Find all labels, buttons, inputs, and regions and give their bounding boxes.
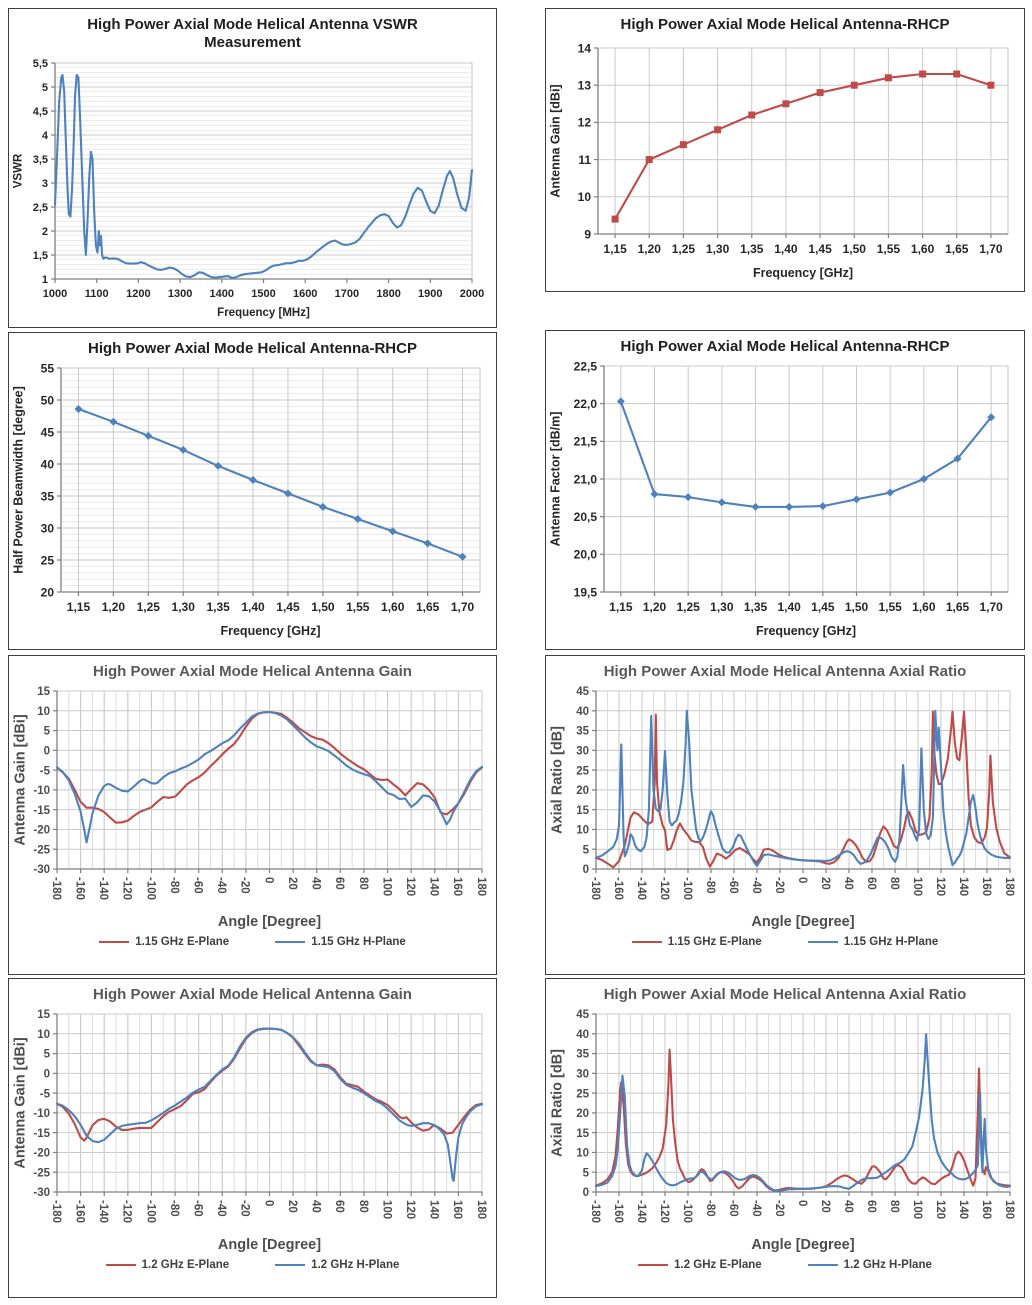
legend-label: 1.2 GHz H-Plane: [843, 1259, 932, 1272]
svg-text:-100: -100: [144, 877, 157, 901]
svg-text:60: 60: [864, 1200, 877, 1214]
svg-text:40: 40: [841, 1200, 854, 1214]
e-plane-line-swatch: [106, 1264, 136, 1266]
svg-text:-120: -120: [657, 877, 670, 901]
svg-text:25: 25: [576, 765, 589, 778]
svg-text:1,45: 1,45: [811, 600, 835, 615]
svg-text:Frequency [GHz]: Frequency [GHz]: [755, 624, 857, 639]
chart-panel-beamwidth: [8, 332, 497, 650]
svg-text:120: 120: [404, 877, 416, 897]
svg-text:1,35: 1,35: [206, 600, 230, 615]
svg-text:80: 80: [887, 1200, 900, 1214]
svg-text:-80: -80: [167, 1200, 180, 1217]
svg-text:1,50: 1,50: [311, 600, 335, 615]
svg-text:-100: -100: [144, 1200, 157, 1224]
svg-text:10: 10: [37, 706, 50, 719]
svg-text:1,45: 1,45: [808, 242, 832, 257]
legend-label: 1.15 GHz H-Plane: [311, 936, 406, 949]
svg-text:-20: -20: [772, 1200, 785, 1217]
svg-text:40: 40: [40, 457, 54, 472]
svg-text:1,65: 1,65: [945, 600, 970, 615]
svg-text:21,5: 21,5: [573, 434, 597, 449]
svg-text:55: 55: [40, 361, 54, 376]
svg-text:14: 14: [577, 41, 591, 56]
svg-text:1,25: 1,25: [671, 242, 696, 257]
svg-text:100: 100: [380, 877, 393, 897]
svg-text:-20: -20: [33, 1147, 50, 1160]
svg-text:Antenna Gain [dBi]: Antenna Gain [dBi]: [12, 1037, 29, 1169]
svg-text:1,5: 1,5: [32, 249, 48, 262]
svg-text:0: 0: [262, 877, 275, 884]
gain-pattern-1-15ghz-chart: [9, 683, 496, 933]
svg-text:0: 0: [795, 877, 808, 884]
svg-text:-5: -5: [39, 765, 50, 778]
svg-text:1400: 1400: [209, 287, 235, 300]
svg-text:-80: -80: [703, 1200, 716, 1217]
chart-title: High Power Axial Mode Helical Antenna-RHCP: [620, 338, 950, 355]
svg-text:1,65: 1,65: [415, 600, 440, 615]
chart-panel-vswr: [8, 8, 497, 328]
legend-item-h-plane: [808, 936, 939, 948]
legend-item-e-plane: [99, 936, 229, 948]
svg-text:1,30: 1,30: [171, 600, 195, 615]
svg-text:20: 20: [576, 785, 589, 798]
svg-text:180: 180: [474, 877, 487, 897]
svg-text:Angle [Degree]: Angle [Degree]: [751, 1237, 855, 1254]
svg-text:1,15: 1,15: [603, 242, 627, 257]
legend-label: 1.2 GHz E-Plane: [141, 1259, 230, 1272]
chart-panel-axial-ratio-1-15ghz: [545, 655, 1025, 975]
svg-text:-60: -60: [191, 1200, 204, 1217]
svg-text:40: 40: [309, 877, 322, 891]
svg-text:Axial Ratio [dB]: Axial Ratio [dB]: [549, 726, 566, 835]
svg-text:1,45: 1,45: [276, 600, 300, 615]
svg-text:35: 35: [576, 1048, 589, 1061]
svg-text:-40: -40: [215, 1200, 228, 1217]
svg-text:-180: -180: [49, 1200, 62, 1224]
svg-text:-180: -180: [588, 877, 601, 901]
svg-text:-60: -60: [191, 877, 204, 894]
svg-text:-60: -60: [726, 877, 739, 894]
svg-text:30: 30: [40, 521, 54, 536]
svg-text:-140: -140: [97, 1200, 110, 1224]
svg-text:1,60: 1,60: [381, 600, 405, 615]
svg-text:80: 80: [356, 877, 369, 891]
svg-text:-10: -10: [33, 785, 50, 798]
svg-text:1,40: 1,40: [774, 242, 798, 257]
svg-text:140: 140: [427, 1200, 440, 1220]
svg-text:-160: -160: [611, 877, 624, 901]
e-plane-line-swatch: [99, 941, 129, 943]
gain-pattern-1-2ghz-chart: [9, 1006, 496, 1256]
svg-text:1,20: 1,20: [101, 600, 126, 615]
svg-text:Antenna Factor [dB/m]: Antenna Factor [dB/m]: [548, 411, 563, 547]
svg-text:13: 13: [577, 78, 591, 93]
axial-ratio-1-2ghz-chart: [546, 1006, 1024, 1256]
legend-item-h-plane: [808, 1259, 932, 1271]
e-plane-line-swatch: [632, 941, 662, 943]
legend-label: 1.2 GHz E-Plane: [674, 1259, 762, 1272]
svg-text:1,70: 1,70: [979, 600, 1003, 615]
chart-title: High Power Axial Mode Helical Antenna-RHCP: [88, 340, 417, 357]
svg-text:140: 140: [956, 877, 969, 897]
svg-text:50: 50: [40, 393, 54, 408]
svg-text:160: 160: [451, 877, 464, 897]
svg-text:1: 1: [41, 273, 48, 286]
svg-text:15: 15: [576, 805, 589, 818]
svg-text:-30: -30: [33, 1187, 50, 1200]
chart-title: High Power Axial Mode Helical Antenna VSWR Measurement: [87, 16, 418, 52]
legend-label: 1.15 GHz E-Plane: [667, 936, 762, 949]
axial-ratio-1-15ghz-chart: [546, 683, 1024, 933]
svg-text:40: 40: [576, 706, 589, 719]
svg-text:-100: -100: [680, 1200, 693, 1224]
svg-text:20: 20: [818, 1200, 831, 1214]
svg-text:35: 35: [576, 725, 589, 738]
svg-text:45: 45: [576, 686, 589, 699]
svg-text:1,55: 1,55: [878, 600, 902, 615]
svg-text:20: 20: [40, 585, 54, 600]
svg-text:60: 60: [333, 1200, 346, 1214]
chart-title: High Power Axial Mode Helical Antenna Axial Ratio: [603, 663, 967, 680]
legend-item-h-plane: [275, 1259, 399, 1271]
svg-text:-40: -40: [749, 1200, 762, 1217]
svg-text:-140: -140: [634, 877, 647, 901]
svg-text:1,60: 1,60: [910, 242, 935, 257]
svg-text:-120: -120: [120, 1200, 133, 1224]
svg-text:1600: 1600: [292, 287, 318, 300]
svg-text:-140: -140: [97, 877, 110, 901]
gain-vs-frequency-chart: [546, 36, 1024, 284]
svg-text:25: 25: [576, 1088, 589, 1101]
svg-text:22,0: 22,0: [573, 397, 597, 412]
chart-legend: [99, 936, 406, 948]
svg-text:-40: -40: [215, 877, 228, 894]
svg-text:1,30: 1,30: [710, 600, 734, 615]
svg-text:100: 100: [910, 1200, 923, 1220]
svg-text:60: 60: [864, 877, 877, 891]
svg-text:1,35: 1,35: [740, 242, 764, 257]
chart-title: High Power Axial Mode Helical Antenna Gain: [93, 986, 412, 1003]
chart-legend: [638, 1259, 932, 1271]
svg-text:1200: 1200: [126, 287, 151, 300]
svg-text:10: 10: [577, 190, 591, 205]
chart-legend: [106, 1259, 400, 1271]
legend-label: 1.15 GHz E-Plane: [135, 936, 230, 949]
svg-text:1,20: 1,20: [637, 242, 661, 257]
legend-label: 1.15 GHz H-Plane: [843, 936, 939, 949]
chart-title: High Power Axial Mode Helical Antenna Axial Ratio: [603, 986, 967, 1003]
svg-text:2000: 2000: [459, 287, 485, 300]
svg-text:1,15: 1,15: [609, 600, 633, 615]
svg-text:140: 140: [427, 877, 440, 897]
antenna-factor-chart: [546, 358, 1024, 642]
svg-text:-20: -20: [33, 824, 50, 837]
chart-title: High Power Axial Mode Helical Antenna Gain: [93, 663, 412, 680]
svg-text:1,60: 1,60: [912, 600, 936, 615]
svg-text:0: 0: [43, 1068, 50, 1081]
e-plane-line-swatch: [638, 1264, 668, 1266]
svg-text:80: 80: [356, 1200, 369, 1214]
svg-text:-180: -180: [588, 1200, 601, 1224]
svg-text:-160: -160: [73, 1200, 86, 1224]
chart-panel-antenna-factor: [545, 330, 1025, 650]
svg-text:40: 40: [576, 1029, 589, 1042]
svg-text:Angle [Degree]: Angle [Degree]: [217, 1237, 322, 1254]
svg-text:-160: -160: [611, 1200, 624, 1224]
svg-text:-80: -80: [703, 877, 716, 894]
svg-text:20,5: 20,5: [573, 510, 597, 525]
svg-text:120: 120: [404, 1200, 416, 1220]
svg-text:20: 20: [576, 1108, 589, 1121]
svg-text:4: 4: [41, 129, 48, 142]
svg-text:25: 25: [40, 553, 54, 568]
svg-text:5: 5: [41, 81, 48, 94]
chart-panel-gain-pattern-1-15ghz: [8, 655, 497, 975]
svg-text:-120: -120: [120, 877, 133, 901]
svg-text:20: 20: [818, 877, 831, 891]
svg-text:1300: 1300: [167, 287, 193, 300]
svg-text:160: 160: [979, 1200, 992, 1220]
svg-text:-30: -30: [33, 864, 50, 877]
svg-text:5: 5: [43, 725, 50, 738]
svg-text:-120: -120: [657, 1200, 670, 1224]
svg-text:35: 35: [40, 489, 54, 504]
legend-label: 1.2 GHz H-Plane: [311, 1259, 400, 1272]
svg-text:0: 0: [43, 745, 50, 758]
svg-text:-20: -20: [772, 877, 785, 894]
svg-text:-60: -60: [726, 1200, 739, 1217]
svg-text:0: 0: [795, 1200, 808, 1207]
svg-text:15: 15: [37, 1009, 50, 1022]
svg-text:120: 120: [933, 1200, 946, 1220]
chart-panel-gain-vs-frequency: [545, 8, 1025, 292]
svg-text:1,20: 1,20: [642, 600, 667, 615]
beamwidth-chart: [9, 360, 496, 642]
svg-text:20: 20: [286, 1200, 298, 1214]
legend-item-e-plane: [632, 936, 762, 948]
svg-text:1700: 1700: [334, 287, 360, 300]
svg-text:15: 15: [37, 686, 50, 699]
svg-text:1,50: 1,50: [844, 600, 869, 615]
svg-text:Antenna Gain [dBi]: Antenna Gain [dBi]: [12, 714, 29, 846]
svg-text:180: 180: [1002, 1200, 1015, 1220]
svg-text:1,40: 1,40: [777, 600, 801, 615]
svg-text:10: 10: [576, 824, 589, 837]
svg-text:100: 100: [380, 1200, 393, 1220]
svg-text:-25: -25: [33, 844, 50, 857]
h-plane-line-swatch: [275, 941, 305, 943]
svg-text:-15: -15: [33, 805, 50, 818]
svg-text:30: 30: [576, 1068, 589, 1081]
svg-text:3,5: 3,5: [32, 153, 48, 166]
h-plane-line-swatch: [275, 1264, 305, 1266]
svg-text:15: 15: [576, 1128, 589, 1141]
chart-legend: [632, 936, 939, 948]
svg-text:-80: -80: [167, 877, 180, 894]
svg-text:1,55: 1,55: [876, 242, 901, 257]
svg-text:0: 0: [582, 864, 589, 877]
h-plane-line-swatch: [808, 1264, 838, 1266]
svg-text:Angle [Degree]: Angle [Degree]: [751, 914, 855, 931]
svg-text:160: 160: [979, 877, 992, 897]
svg-text:1,70: 1,70: [979, 242, 1003, 257]
svg-text:1,30: 1,30: [705, 242, 730, 257]
svg-text:100: 100: [910, 877, 923, 897]
svg-text:0: 0: [262, 1200, 275, 1207]
svg-text:-10: -10: [33, 1108, 50, 1121]
svg-text:2,5: 2,5: [32, 201, 48, 214]
svg-text:1,55: 1,55: [346, 600, 370, 615]
chart-panel-axial-ratio-1-2ghz: [545, 978, 1025, 1298]
svg-text:21,0: 21,0: [573, 472, 597, 487]
svg-text:45: 45: [40, 425, 54, 440]
svg-text:-20: -20: [238, 877, 251, 894]
svg-text:10: 10: [576, 1147, 589, 1160]
svg-text:22,5: 22,5: [573, 359, 597, 374]
svg-text:180: 180: [474, 1200, 487, 1220]
svg-text:-25: -25: [33, 1167, 50, 1180]
svg-text:40: 40: [309, 1200, 322, 1214]
svg-text:160: 160: [451, 1200, 464, 1220]
svg-text:-15: -15: [33, 1128, 50, 1141]
svg-text:40: 40: [841, 877, 854, 891]
svg-text:5: 5: [582, 1167, 589, 1180]
svg-text:-180: -180: [49, 877, 62, 901]
svg-text:9: 9: [584, 227, 591, 242]
svg-text:1,35: 1,35: [743, 600, 768, 615]
svg-text:20: 20: [286, 877, 298, 891]
svg-text:45: 45: [576, 1009, 589, 1022]
chart-title: High Power Axial Mode Helical Antenna-RHCP: [620, 16, 950, 33]
svg-text:1,15: 1,15: [66, 600, 91, 615]
legend-item-e-plane: [106, 1259, 230, 1271]
svg-text:Antenna Gain [dBi]: Antenna Gain [dBi]: [548, 84, 563, 198]
svg-text:10: 10: [37, 1029, 50, 1042]
svg-text:1,65: 1,65: [945, 242, 969, 257]
svg-text:1500: 1500: [251, 287, 276, 300]
svg-text:3: 3: [41, 177, 48, 190]
svg-text:80: 80: [887, 877, 900, 891]
svg-text:Axial Ratio [dB]: Axial Ratio [dB]: [549, 1049, 566, 1158]
h-plane-line-swatch: [808, 941, 838, 943]
svg-text:-20: -20: [238, 1200, 251, 1217]
svg-text:-40: -40: [749, 877, 762, 894]
svg-text:20,0: 20,0: [573, 547, 597, 562]
svg-text:60: 60: [333, 877, 346, 891]
legend-item-h-plane: [275, 936, 406, 948]
svg-text:1,25: 1,25: [676, 600, 700, 615]
svg-text:5: 5: [43, 1048, 50, 1061]
svg-text:19,5: 19,5: [573, 585, 597, 600]
svg-text:0: 0: [582, 1187, 589, 1200]
chart-panel-gain-pattern-1-2ghz: [8, 978, 497, 1298]
svg-text:1100: 1100: [84, 287, 109, 300]
svg-text:1,25: 1,25: [136, 600, 160, 615]
svg-text:1,50: 1,50: [842, 242, 866, 257]
svg-text:1800: 1800: [376, 287, 401, 300]
svg-text:2: 2: [41, 225, 48, 238]
svg-text:1,40: 1,40: [241, 600, 265, 615]
svg-text:140: 140: [956, 1200, 969, 1220]
svg-text:-5: -5: [39, 1088, 50, 1101]
legend-item-e-plane: [638, 1259, 762, 1271]
svg-text:Angle [Degree]: Angle [Degree]: [217, 914, 322, 931]
svg-text:5: 5: [582, 844, 589, 857]
svg-text:5,5: 5,5: [32, 57, 48, 70]
svg-text:11: 11: [578, 153, 591, 168]
svg-text:-160: -160: [73, 877, 86, 901]
svg-text:Half Power Beamwidth [degree]: Half Power Beamwidth [degree]: [11, 386, 26, 575]
svg-text:VSWR: VSWR: [12, 153, 25, 188]
svg-text:12: 12: [577, 116, 591, 131]
svg-text:1900: 1900: [418, 287, 443, 300]
svg-text:-100: -100: [680, 877, 693, 901]
svg-text:1,70: 1,70: [450, 600, 475, 615]
svg-text:-140: -140: [634, 1200, 647, 1224]
svg-text:Frequency [MHz]: Frequency [MHz]: [217, 306, 310, 319]
svg-text:Frequency [GHz]: Frequency [GHz]: [220, 624, 321, 639]
svg-text:120: 120: [933, 877, 946, 897]
svg-text:180: 180: [1002, 877, 1015, 897]
svg-text:1000: 1000: [42, 287, 68, 300]
svg-text:4,5: 4,5: [32, 105, 48, 118]
svg-text:Frequency [GHz]: Frequency [GHz]: [752, 266, 854, 281]
svg-text:30: 30: [576, 745, 589, 758]
vswr-chart: [9, 55, 496, 323]
